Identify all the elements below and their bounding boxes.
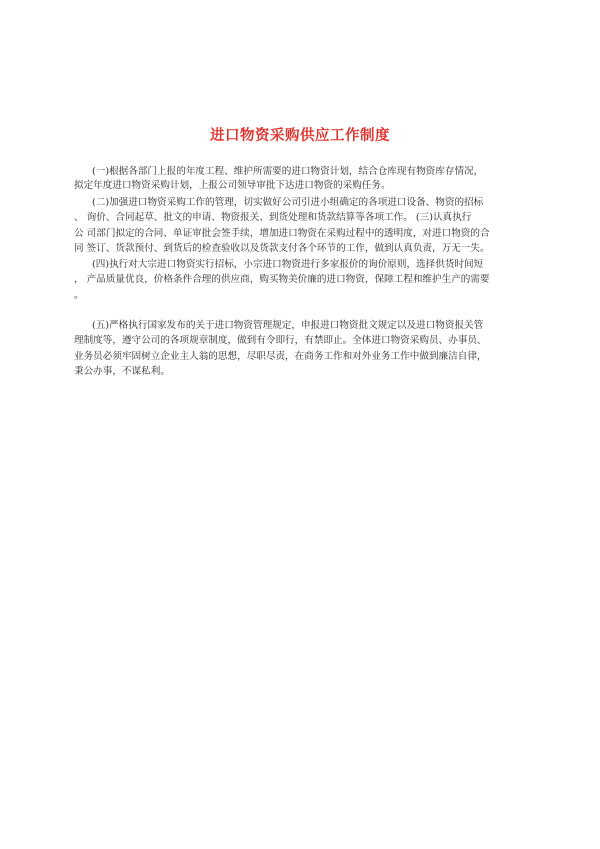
paragraph-line: 拟定年度进口物资采购计划，上报公司领导审批下达进口物资的采购任务。 [74, 180, 391, 191]
paragraph-line: 。 [74, 290, 84, 301]
paragraph-line: (四)执行对大宗进口物资实行招标，小宗进口物资进行多家报价的询价原则，选择供货时间短 [92, 259, 484, 270]
paragraph-line: 理制度等，遵守公司的各项规章制度，做到有令即行，有禁即止。全体进口物资采购员、办事员、 [74, 335, 487, 346]
paragraph-line: (二)加强进口物资采购工作的管理，切实做好公司引进小组确定的各项进口设备、物资的招标 [92, 197, 484, 208]
paragraph-line: 、 询价、合同起草、批文的申请、物资报关、到货处理和货款结算等各项工作。 (三)认真执行 [74, 212, 472, 223]
paragraph-line: 秉公办事，不谋私利。 [74, 366, 170, 377]
paragraph-line: 业务员必须牢固树立企业主人翁的思想，尽职尽责，在商务工作和对外业务工作中做到廉洁自律， [74, 351, 487, 362]
paragraph-line: (一)根据各部门上报的年度工程、维护所需要的进口物资计划，结合仓库现有物资库存情况， [92, 166, 484, 177]
paragraph-line: 同 签订、货款预付、到货后的检查验收以及货款支付各个环节的工作，做到认真负责，万无一失。 [74, 243, 490, 254]
paragraph-line: 公 司部门拟定的合同、单证审批会签手续，增加进口物资在采购过程中的透明度，对进口物资的合 [74, 228, 490, 239]
document-title: 进口物资采购供应工作制度 [210, 128, 390, 144]
paragraph-line: ， 产品质量优良，价格条件合理的供应商，购买物美价廉的进口物资，保障工程和维护生产的需要 [74, 274, 490, 285]
paragraph-line: (五)严格执行国家发布的关于进口物资管理规定，申报进口物资批文规定以及进口物资报关管 [92, 320, 484, 331]
